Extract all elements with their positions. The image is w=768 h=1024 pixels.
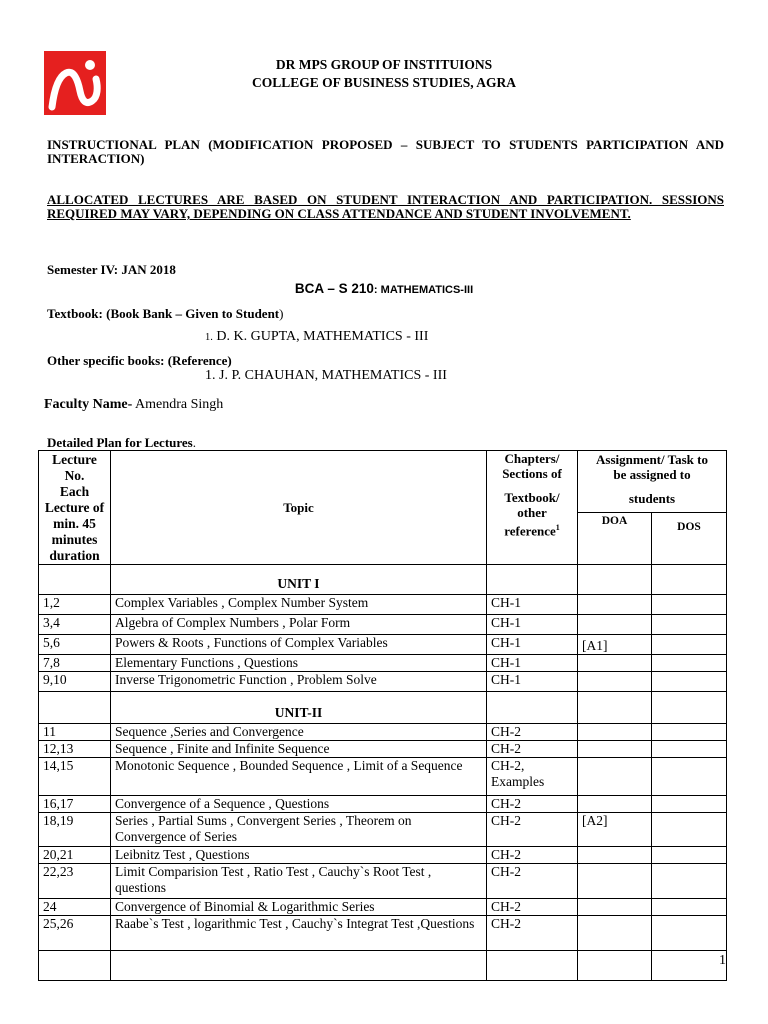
table-cell: Textbook/ [504,490,560,505]
table-cell: students [628,491,676,506]
table-cell: 1,2 [39,595,111,615]
table-cell [652,615,727,635]
table-cell-empty [487,565,578,595]
textbook-label-detail: Book Bank – Given to Student [110,306,280,321]
table-cell [578,864,652,899]
textbook-label-close: ) [279,306,284,321]
table-cell-empty [652,692,727,724]
page-number: 1 [719,953,726,968]
table-row [39,758,727,796]
table-cell: 7,8 [39,655,111,672]
table-cell: 16,17 [39,796,111,813]
table-cell-empty [652,565,727,595]
table-cell: Monotonic Sequence , Bounded Sequence , Limit of a Sequence [111,758,487,796]
table-cell: CH-2 [487,916,578,951]
table-row [39,847,727,864]
table-cell: No. [64,468,85,483]
table-cell: CH-2 [487,847,578,864]
table-cell: Assignment/ Task to [596,452,708,467]
table-cell: CH-1 [487,672,578,692]
table-cell [652,899,727,916]
table-cell-empty [111,951,487,981]
table-row [39,813,727,847]
reference-label: Other specific books: (Reference) [47,353,232,368]
table-cell: Limit Comparision Test , Ratio Test , Cauchy`s Root Test , questions [111,864,487,899]
institution-name: DR MPS GROUP OF INSTITUIONS [275,57,493,72]
semester: Semester IV: JAN 2018 [47,262,176,277]
table-cell: 9,10 [39,672,111,692]
table-cell [578,655,652,672]
plan-title [47,435,196,451]
table-cell: CH-2 [487,864,578,899]
course-name: MATHEMATICS-III [377,284,474,296]
header-dos: DOS [652,512,727,564]
table-row-empty [39,951,727,981]
table-cell: 5,6 [39,635,111,655]
table-cell: CH-2 [487,741,578,758]
table-cell: Sequence ,Series and Convergence [111,724,487,741]
table-cell: CH-1 [487,635,578,655]
textbook-item-number: 1. [205,332,213,343]
table-cell [578,672,652,692]
table-row [39,741,727,758]
table-cell-empty [487,692,578,724]
table-cell: Elementary Functions , Questions [111,655,487,672]
table-cell [652,724,727,741]
table-row [39,899,727,916]
table-cell: Algebra of Complex Numbers , Polar Form [111,615,487,635]
table-cell [578,847,652,864]
table-cell: Leibnitz Test , Questions [111,847,487,864]
table-cell: duration [49,548,100,563]
table-cell: Chapters/ [504,451,560,466]
table-cell-empty [39,951,111,981]
course-code: BCA – S 210 [294,281,374,296]
table-header-row [39,451,727,513]
table-cell: CH-2 [487,813,578,847]
unit-2-heading: UNIT-II [111,692,487,724]
unit-row [39,692,727,724]
table-cell: Raabe`s Test , logarithmic Test , Cauchy`s Integrat Test ,Questions [111,916,487,951]
table-cell [652,758,727,796]
reference-item: 1. J. P. CHAUHAN, MATHEMATICS - III [205,368,447,383]
table-cell: Sequence , Finite and Infinite Sequence [111,741,487,758]
table-cell-empty [652,951,727,981]
table-cell: reference [504,523,556,539]
table-cell [578,899,652,916]
faculty-line [44,397,223,413]
plan-title-end: . [192,435,196,450]
table-cell [652,864,727,899]
table-cell: Convergence of Binomial & Logarithmic Series [111,899,487,916]
table-row [39,595,727,615]
table-row [39,635,727,655]
table-cell: 11 [39,724,111,741]
table-cell-empty [39,565,111,595]
table-cell: Sections of [502,466,562,481]
table-cell: CH-2 [487,796,578,813]
table-cell [652,635,727,655]
header-doa: DOA [578,512,652,564]
table-cell-empty [578,951,652,981]
table-cell: Lecture [52,452,97,467]
table-row [39,672,727,692]
table-cell [578,615,652,635]
table-cell: be assigned to [613,467,691,482]
table-cell: 25,26 [39,916,111,951]
table-cell: Powers & Roots , Functions of Complex Variables [111,635,487,655]
table-cell [578,724,652,741]
table-cell [652,672,727,692]
unit-row [39,565,727,595]
table-cell-empty [578,565,652,595]
course-sep: : [373,284,378,296]
table-cell-empty [39,692,111,724]
table-cell: 22,23 [39,864,111,899]
college-name: COLLEGE OF BUSINESS STUDIES, AGRA [252,75,516,90]
table-cell: Convergence of a Sequence , Questions [111,796,487,813]
table-cell [652,847,727,864]
table-cell: min. 45 [53,516,96,531]
faculty-name: Amendra Singh [132,397,224,412]
lecture-plan-table [38,450,727,981]
table-cell: CH-1 [487,595,578,615]
table-row [39,655,727,672]
plan-title-text: Detailed Plan for Lectures [47,435,193,450]
table-cell: 1 [555,523,560,532]
faculty-label: Faculty Name- [44,397,133,412]
table-cell: Inverse Trigonometric Function , Problem Solve [111,672,487,692]
table-cell [578,595,652,615]
table-cell-empty [487,951,578,981]
table-cell: Complex Variables , Complex Number System [111,595,487,615]
table-row [39,796,727,813]
table-cell: CH-1 [487,615,578,635]
table-cell [578,758,652,796]
table-cell: CH-2 [487,724,578,741]
table-cell: 14,15 [39,758,111,796]
table-cell: 24 [39,899,111,916]
textbook-item-title: D. K. GUPTA, MATHEMATICS - III [212,329,429,344]
table-cell [578,916,652,951]
table-cell: 18,19 [39,813,111,847]
table-cell [578,796,652,813]
table-cell: minutes [51,532,98,547]
table-cell: CH-2, Examples [487,758,578,796]
table-cell [652,655,727,672]
textbook-label-bold: Textbook: ( [47,306,111,321]
table-row [39,724,727,741]
table-cell: Lecture of [44,500,105,515]
table-cell [652,916,727,951]
table-cell [652,796,727,813]
instructional-plan-note: INSTRUCTIONAL PLAN (MODIFICATION PROPOSED – SUBJECT TO STUDENTS PARTICIPATION AND INTERACTION) [47,137,724,166]
header-topic: Topic [111,451,487,565]
table-cell: [A1] [578,635,652,655]
table-cell: CH-1 [487,655,578,672]
header-chapters [487,451,578,565]
table-cell [578,741,652,758]
allocation-note: ALLOCATED LECTURES ARE BASED ON STUDENT INTERACTION AND PARTICIPATION. SESSIONS REQUIRED MAY VARY, DEPENDING ON CLASS ATTENDANCE AND STUDENT INVOLVEMENT. [47,192,724,221]
table-row [39,916,727,951]
table-cell: 3,4 [39,615,111,635]
header-lecture-no [39,451,111,565]
table-cell: CH-2 [487,899,578,916]
table-cell: 12,13 [39,741,111,758]
table-cell-empty [578,692,652,724]
table-cell [652,595,727,615]
table-cell [652,741,727,758]
table-cell: other [517,505,547,520]
header-assignment [578,451,727,513]
unit-1-heading: UNIT I [111,565,487,595]
table-cell: [A2] [578,813,652,847]
table-row [39,615,727,635]
table-row [39,864,727,899]
table-cell: Series , Partial Sums , Convergent Series , Theorem on Convergence of Series [111,813,487,847]
textbook-item [205,329,428,345]
table-cell [652,813,727,847]
table-cell: Each [59,484,90,499]
textbook-label [47,306,283,322]
table-cell: 20,21 [39,847,111,864]
course-title [0,281,768,296]
